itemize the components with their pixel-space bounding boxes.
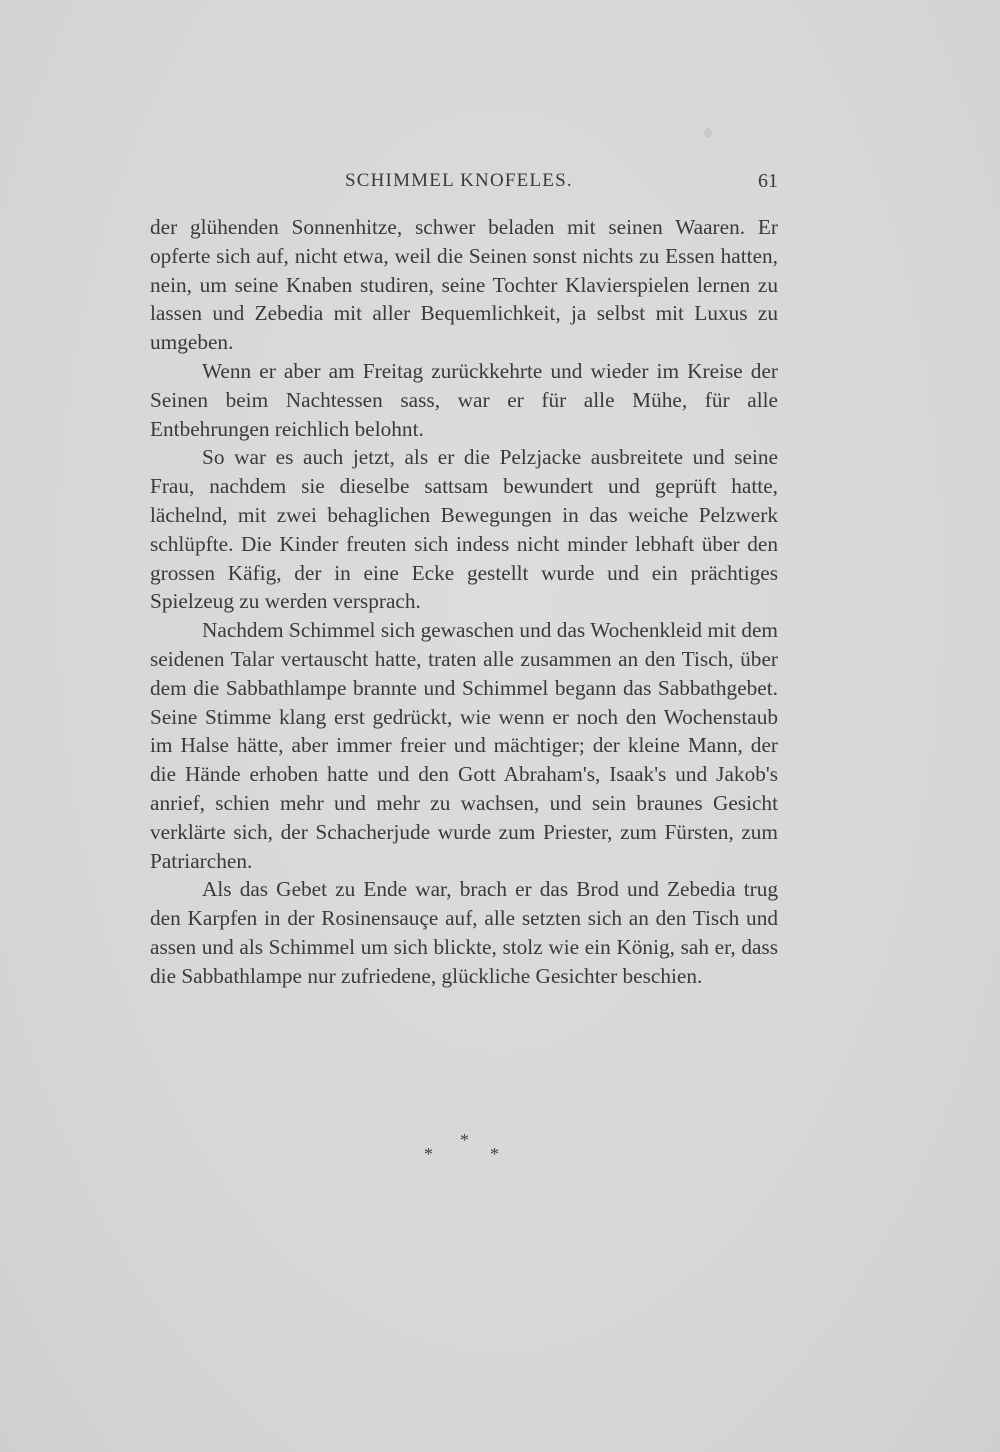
asterisk: * (424, 1144, 433, 1164)
paragraph: So war es auch jetzt, als er die Pelzjacke ausbreitete und seine Frau, nachdem sie dieselbe sattsam bewundert und geprüft hatte, lächelnd, mit zwei behaglichen Bewegungen in das weiche Pelzwerk schlüpfte. Die Kinder freuten sich indess nicht minder lebhaft über den grossen Käfig, der in eine Ecke gestellt wurde und ein prächtiges Spielzeug zu werden versprach. (150, 445, 778, 614)
page-number: 61 (758, 170, 778, 192)
running-header (150, 170, 778, 196)
paragraph: Wenn er aber am Freitag zurückkehrte und wieder im Kreise der Seinen beim Nachtessen sass, war er für alle Mühe, für alle Entbehrungen reichlich belohnt. (150, 358, 778, 441)
section-break-asterism (424, 1130, 504, 1170)
paper-speck (704, 128, 712, 138)
paragraph: der glühenden Sonnenhitze, schwer beladen mit seinen Waaren. Er opferte sich auf, nicht etwa, weil die Seinen sonst nichts zu Essen hatten, nein, um seine Knaben studiren, seine Tochter Klavierspielen lernen zu lassen und Zebedia mit aller Bequemlichkeit, ja selbst mit Luxus zu umgeben. (150, 215, 778, 355)
asterisk: * (490, 1144, 499, 1164)
paragraph: Nachdem Schimmel sich gewaschen und das Wochenkleid mit dem seidenen Talar vertauscht hatte, traten alle zusammen an den Tisch, über dem die Sabbathlampe brannte und Schimmel begann das Sabbathgebet. Seine Stimme klang erst gedrückt, wie wenn er noch den Wochenstaub im Halse hätte, aber immer freier und mächtiger; der kleine Mann, der die Hände erhoben hatte und den Gott Abraham's, Isaak's und Jakob's anrief, schien mehr und mehr zu wachsen, und sein braunes Gesicht verklärte sich, der Schacherjude wurde zum Priester, zum Fürsten, zum Patriarchen. (150, 618, 778, 873)
paragraph: Als das Gebet zu Ende war, brach er das Brod und Zebedia trug den Karpfen in der Rosinensauçe auf, alle setzten sich an den Tisch und assen und als Schimmel um sich blickte, stolz wie ein König, sah er, dass die Sabbathlampe nur zufriedene, glückliche Gesichter beschien. (150, 877, 778, 988)
asterisk: * (460, 1130, 469, 1150)
body-text (150, 213, 778, 991)
running-title: SCHIMMEL KNOFELES. (345, 170, 573, 191)
